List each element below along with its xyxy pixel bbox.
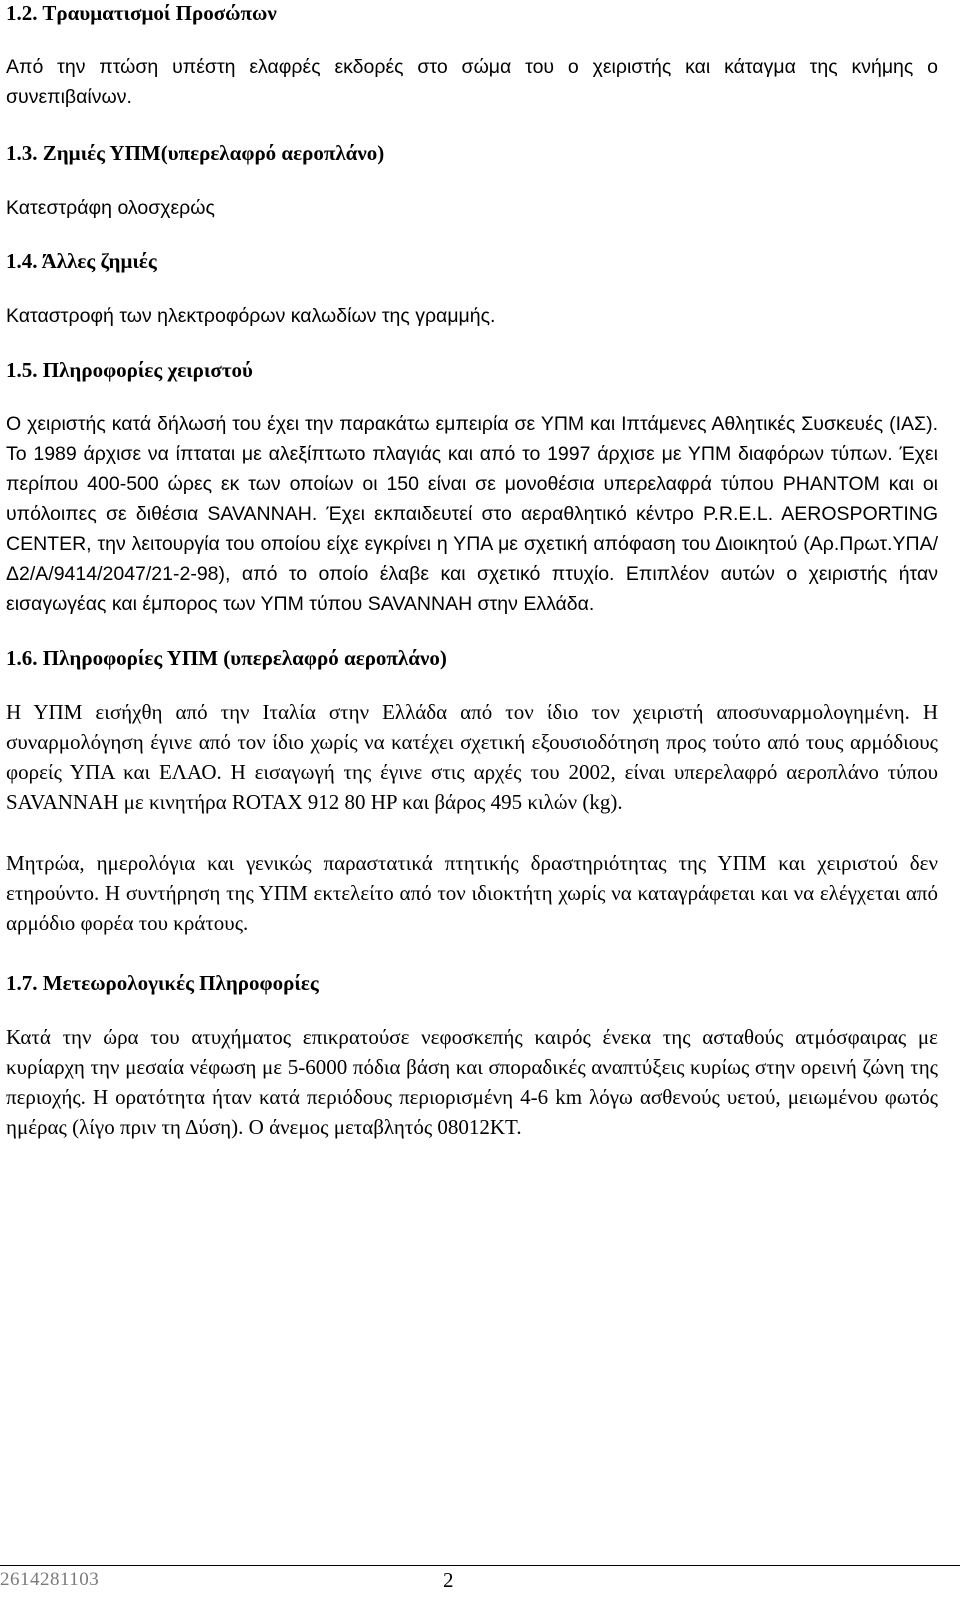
section-heading-1-2: 1.2. Τραυματισμοί Προσώπων (6, 1, 277, 25)
section-1-2-paragraph: Από την πτώση υπέστη ελαφρές εκδορές στο σώμα του ο χειριστής και κάταγμα της κνήμης ο συνεπιβαίνων. (6, 56, 938, 108)
section-heading-1-4: 1.4. Άλλες ζημιές (6, 249, 157, 273)
section-1-5-paragraph: Ο χειριστής κατά δήλωσή του έχει την παρακάτω εμπειρία σε ΥΠΜ και Ιπτάμενες Αθλητικές Συσκευές (ΙΑΣ). Το 1989 άρχισε να ίπταται με αλεξίπτωτο πλαγιάς και από το 1997 άρχισε με ΥΠΜ διαφόρων τύπων. Έχει περίπου 400-500 ώρες εκ των οποίων οι 150 είναι σε μονοθέσια υπερελαφρά τύπου PHANTOM και οι υπόλοιπες σε διθέσια SAVANNAH. Έχει εκπαιδευτεί στο αεραθλητικό κέντρο P.R.E.L. AEROSPORTING CENTER, την λειτουργία του οποίου είχε εγκρίνει η ΥΠΑ με σχετική απόφαση του Διοικητού (Αρ.Πρωτ.ΥΠΑ/Δ2/Α/9414/2047/21-2-98), από το οποίο έλαβε και σχετικό πτυχίο. Επιπλέον αυτών ο χειριστής ήταν εισαγωγέας και έμπορος των ΥΠΜ τύπου SAVANNAH στην Ελλάδα. (6, 413, 938, 615)
page-footer (0, 1561, 960, 1600)
section-1-7-paragraph: Κατά την ώρα του ατυχήματος επικρατούσε νεφοσκεπής καιρός ένεκα της ασταθούς ατμόσφαιρας με κυρίαρχη την μεσαία νέφωση με 5-6000 πόδια βάση και σποραδικές αναπτύξεις κυρίως στην ορεινή ζώνη της περιοχής. Η ορατότητα ήταν κατά περιόδους περιορισμένη 4-6 km λόγω ασθενούς υετού, μειωμένου φωτός ημέρας (λίγο πριν τη Δύση). Ο άνεμος μεταβλητός 08012KT. (6, 1025, 938, 1139)
section-heading-1-7: 1.7. Μετεωρολογικές Πληροφορίες (6, 971, 319, 995)
document-body (6, 0, 938, 1142)
section-heading-1-3: 1.3. Ζημιές ΥΠΜ(υπερελαφρό αεροπλάνο) (6, 141, 385, 165)
footer-page-number: 2 (443, 1568, 454, 1592)
footer-divider (0, 1565, 960, 1566)
footer-document-id: 2614281103 (0, 1569, 100, 1590)
section-1-6-paragraph-2: Μητρώα, ημερολόγια και γενικώς παραστατικά πτητικής δραστηριότητας της ΥΠΜ και χειριστού δεν ετηρούντο. Η συντήρηση της ΥΠΜ εκτελείτο από τον ιδιοκτήτη χωρίς να καταγράφεται και να ελέγχεται από αρμόδιο φορέα του κράτους. (6, 851, 938, 935)
section-1-3-paragraph: Κατεστράφη ολοσχερώς (6, 197, 215, 219)
section-heading-1-6: 1.6. Πληροφορίες ΥΠΜ (υπερελαφρό αεροπλάνο) (6, 646, 447, 670)
section-heading-1-5: 1.5. Πληροφορίες χειριστού (6, 358, 253, 382)
section-1-4-paragraph: Καταστροφή των ηλεκτροφόρων καλωδίων της γραμμής. (6, 305, 496, 327)
section-1-6-paragraph-1: Η ΥΠΜ εισήχθη από την Ιταλία στην Ελλάδα από τον ίδιο τον χειριστή αποσυναρμολογημένη. Η συναρμολόγηση έγινε από τον ίδιο χωρίς να κατέχει σχετική εξουσιοδότηση προς τούτο από τους αρμόδιους φορείς ΥΠΑ και ΕΛΑΟ. Η εισαγωγή της έγινε στις αρχές του 2002, είναι υπερελαφρό αεροπλάνο τύπου SAVANNAH με κινητήρα ROTAX 912 80 HP και βάρος 495 κιλών (kg). (6, 700, 938, 814)
